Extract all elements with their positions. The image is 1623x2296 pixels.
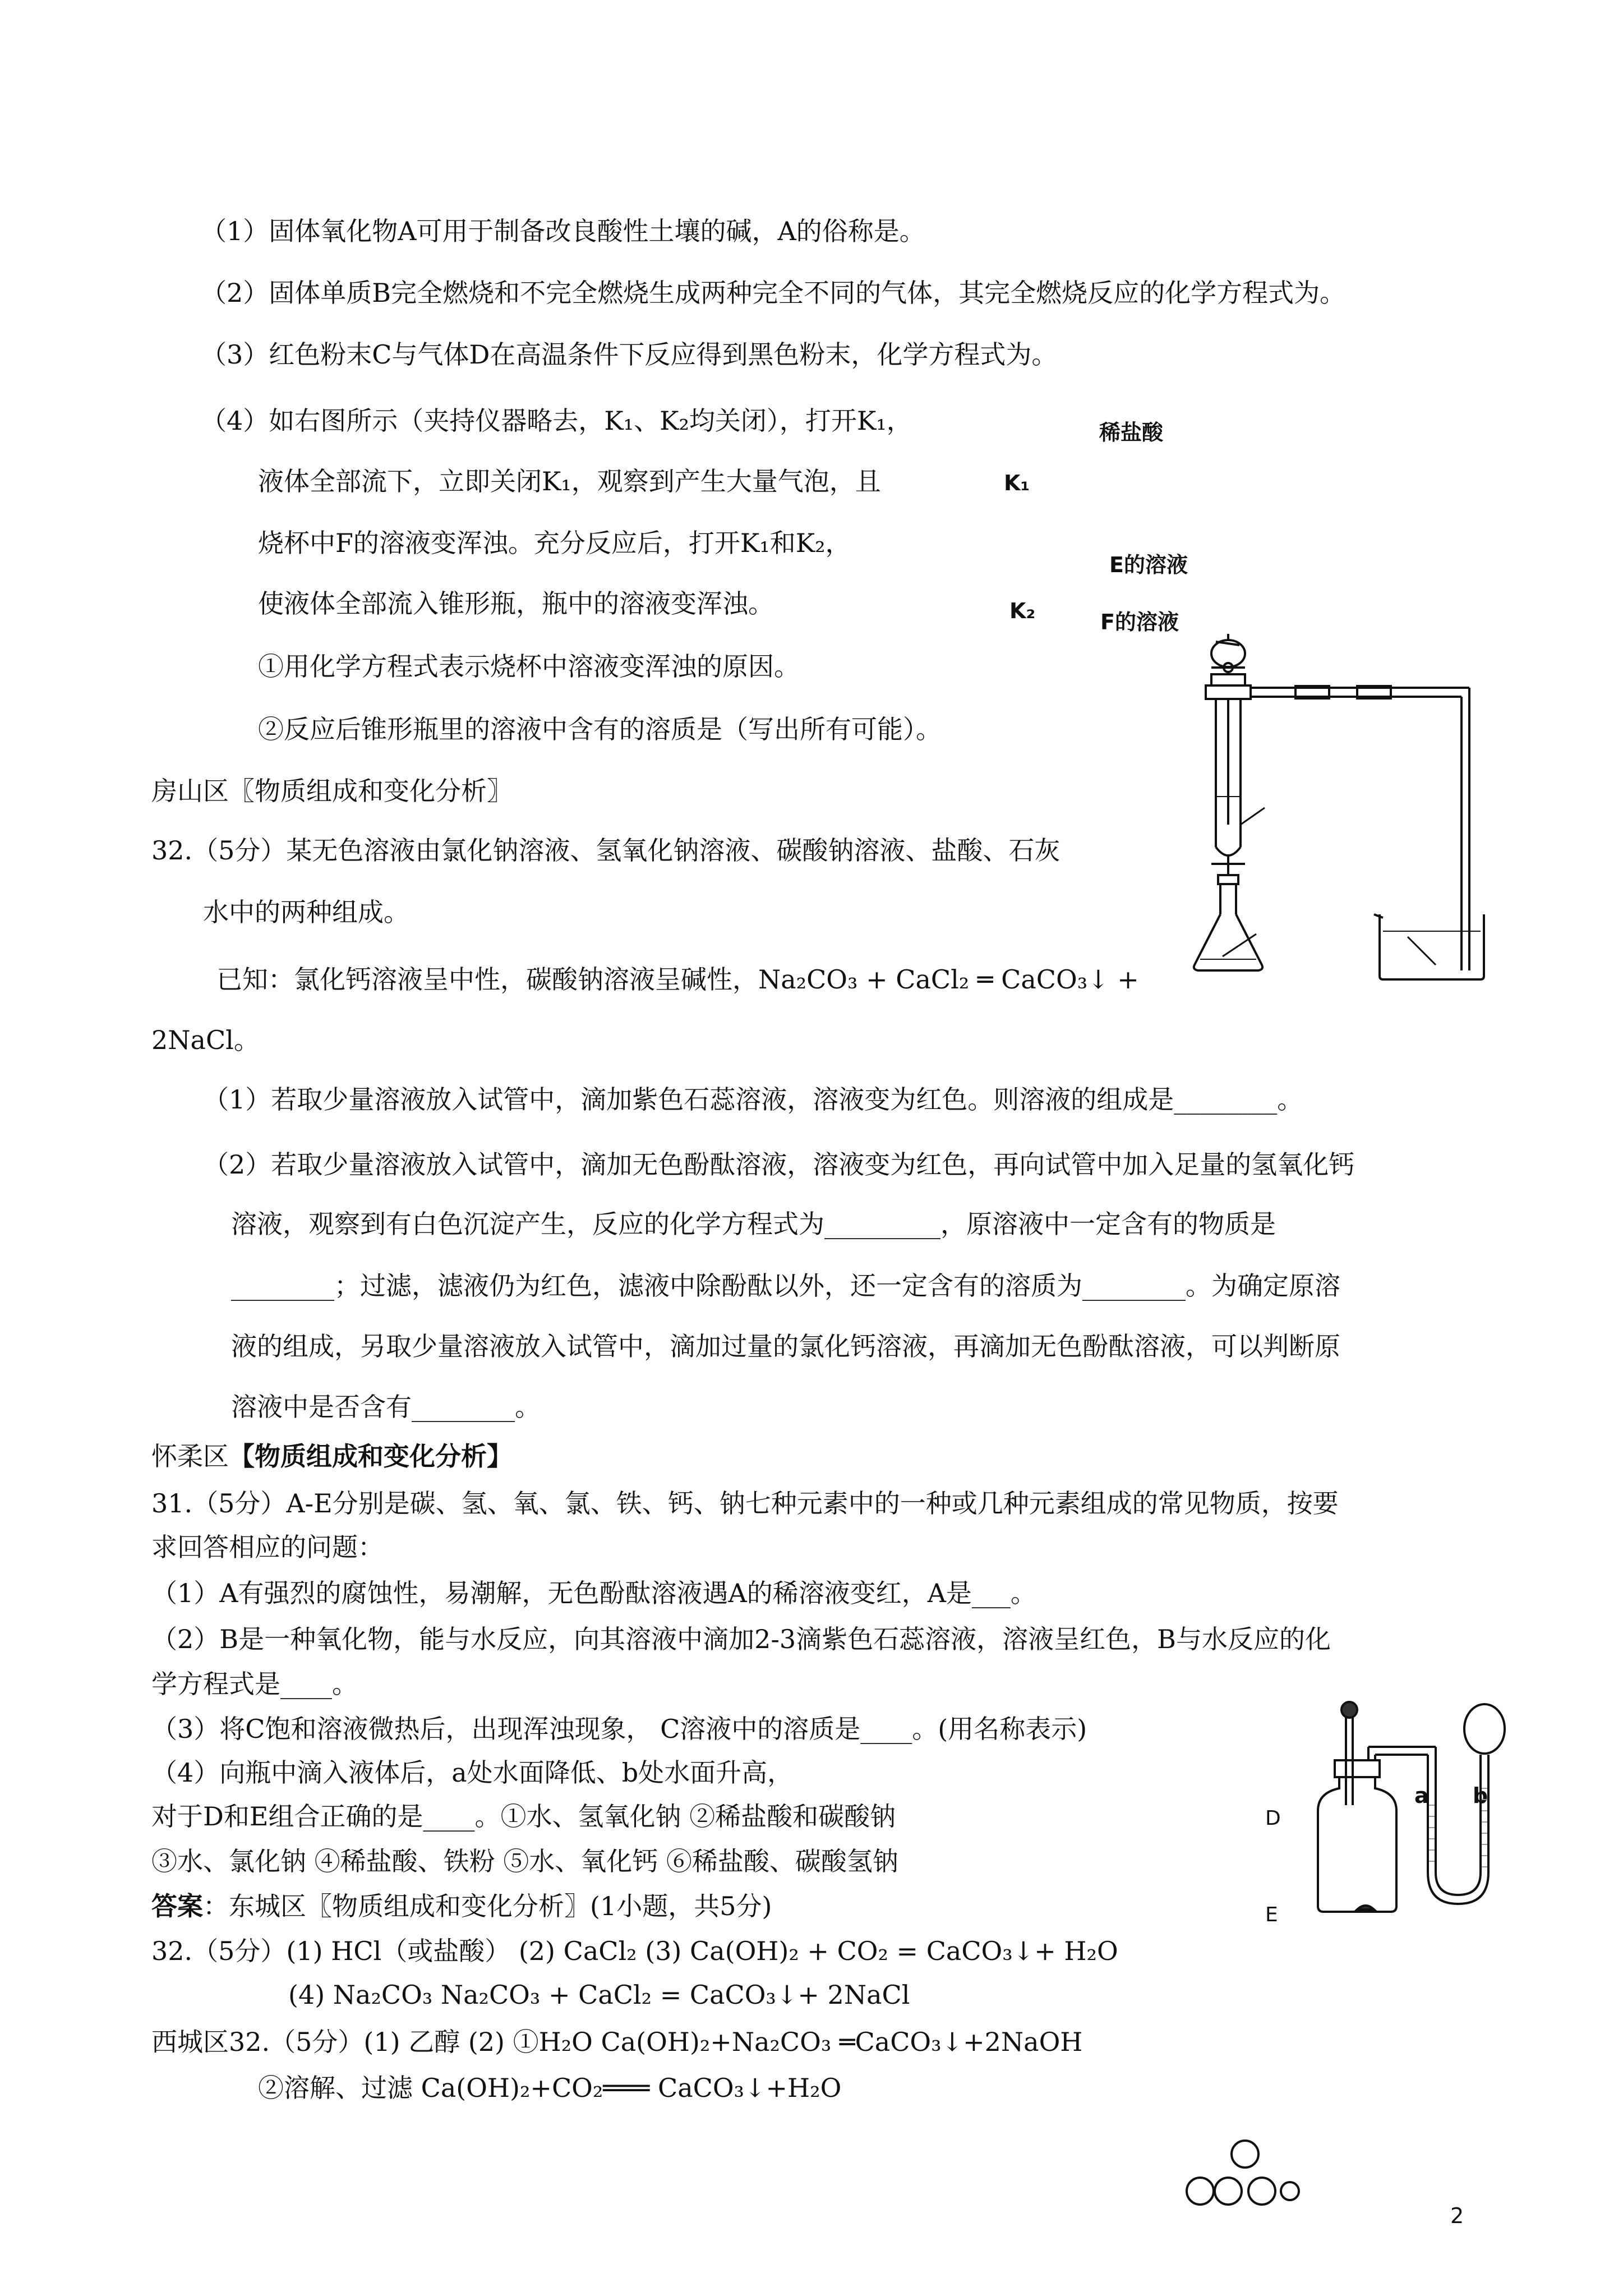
fig2-label-d: D [1265,1807,1281,1830]
huairou-part1: （1）A有强烈的腐蚀性，易潮解，无色酚酞溶液遇A的稀溶液变红，A是___。 [151,1578,1036,1608]
fig1-label-e-solution: E的溶液 [1109,553,1188,577]
answer-line-3: 西城区32.（5分）(1) 乙醇 (2) ①H₂O Ca(OH)₂+Na₂CO₃ ═CaCO₃↓+2NaOH [151,2027,1083,2057]
fangshan-q32-line2: 水中的两种组成。 [203,897,409,927]
huairou-part2-line1: （2）B是一种氧化物，能与水反应，向其溶液中滴加2-3滴紫色石蕊溶液，溶液呈红色，B与水反应的化 [151,1624,1331,1654]
fig1-label-k1: K₁ [1004,471,1030,495]
fig2-label-e: E [1265,1903,1278,1926]
fig1-label-dilute-hcl: 稀盐酸 [1099,420,1164,445]
answers-label: 答案 [151,1891,203,1921]
molecule-circles-icon [1178,2137,1301,2216]
huairou-part3: （3）将C饱和溶液微热后，出现浑浊现象， C溶液中的溶质是____。(用名称表示) [151,1714,1087,1744]
q-prev-part4d: 使液体全部流入锥形瓶，瓶中的溶液变浑浊。 [258,588,774,619]
fangshan-part2-line3: ________；过滤，滤液仍为红色，滤液中除酚酞以外，还一定含有的溶质为________。为确定原溶 [231,1271,1340,1301]
huairou-heading [151,1439,513,1473]
fangshan-part2-line2: 溶液，观察到有白色沉淀产生，反应的化学方程式为_________，原溶液中一定含有的物质是 [231,1209,1276,1239]
answer-line-2: (4) Na₂CO₃ Na₂CO₃ + CaCl₂ = CaCO₃↓+ 2NaCl [288,1980,910,2010]
answer-line-4: ②溶解、过滤 Ca(OH)₂+CO₂═══ CaCO₃↓+H₂O [258,2073,842,2103]
fangshan-known-line2: 2NaCl。 [151,1025,260,1055]
answers-heading [151,1889,772,1923]
q-prev-part4f: ②反应后锥形瓶里的溶液中含有的溶质是（写出所有可能）。 [258,714,942,744]
huairou-q31-line1: 31.（5分）A-E分别是碳、氢、氧、氯、铁、钙、钠七种元素中的一种或几种元素组成的常见物质，按要 [151,1488,1339,1519]
fig1-label-k2: K₂ [1009,599,1036,623]
huairou-q31-line2: 求回答相应的问题： [151,1532,384,1562]
answer-line-1: 32.（5分）(1) HCl（或盐酸） (2) CaCl₂ (3) Ca(OH)₂ + CO₂ = CaCO₃↓+ H₂O [151,1936,1118,1966]
q-prev-part3: （3）红色粉末C与气体D在高温条件下反应得到黑色粉末，化学方程式为。 [201,339,1058,370]
fig1-label-f-solution: F的溶液 [1100,610,1179,634]
fig2-apparatus [1295,1693,1520,1917]
fangshan-part2-line5: 溶液中是否含有________。 [231,1392,541,1422]
fangshan-heading: 房山区〖物质组成和变化分析〗 [151,776,513,806]
page-number: 2 [1450,2203,1464,2228]
q-prev-part4e: ①用化学方程式表示烧杯中溶液变浑浊的原因。 [258,651,800,682]
huairou-part4-line2: 对于D和E组合正确的是____。①水、氢氧化钠 ②稀盐酸和碳酸钠 [151,1801,896,1832]
huairou-part4-line3: ③水、氯化钠 ④稀盐酸、铁粉 ⑤水、氧化钙 ⑥稀盐酸、碳酸氢钠 [151,1846,898,1876]
fig1-apparatus [1189,634,1503,982]
q-prev-part1: （1）固体氧化物A可用于制备改良酸性土壤的碱，A的俗称是。 [201,216,925,246]
fangshan-part2-line4: 液的组成，另取少量溶液放入试管中，滴加过量的氯化钙溶液，再滴加无色酚酞溶液，可以判断原 [231,1331,1340,1361]
fangshan-part1: （1）若取少量溶液放入试管中，滴加紫色石蕊溶液，溶液变为红色。则溶液的组成是________。 [203,1084,1303,1115]
fangshan-q32-line1: 32.（5分）某无色溶液由氯化钠溶液、氢氧化钠溶液、碳酸钠溶液、盐酸、石灰 [151,835,1061,866]
fig2-label-b: b [1473,1783,1488,1808]
huairou-part4-line1: （4）向瓶中滴入液体后，a处水面降低、b处水面升高， [151,1757,794,1788]
fangshan-known-line1: 已知：氯化钙溶液呈中性，碳酸钠溶液呈碱性，Na₂CO₃ + CaCl₂ ═ CaCO₃↓ + [216,964,1139,995]
huairou-heading-district: 怀柔区 [151,1441,229,1471]
huairou-heading-topic: 【物质组成和变化分析】 [229,1441,513,1471]
q-prev-part4c: 烧杯中F的溶液变浑浊。充分反应后，打开K₁和K₂， [258,528,851,558]
q-prev-part4b: 液体全部流下，立即关闭K₁，观察到产生大量气泡，且 [258,466,881,496]
q-prev-part4a: （4）如右图所示（夹持仪器略去，K₁、K₂均关闭），打开K₁， [201,406,912,436]
answers-dongcheng-heading: ：东城区〖物质组成和变化分析〗(1小题，共5分) [203,1891,772,1921]
fangshan-part2-line1: （2）若取少量溶液放入试管中，滴加无色酚酞溶液，溶液变为红色，再向试管中加入足量的氢氧化钙 [203,1149,1355,1180]
huairou-part2-line2: 学方程式是____。 [151,1669,358,1699]
q-prev-part2: （2）固体单质B完全燃烧和不完全燃烧生成两种完全不同的气体，其完全燃烧反应的化学方程式为。 [201,278,1346,308]
fig2-label-a: a [1414,1783,1429,1808]
